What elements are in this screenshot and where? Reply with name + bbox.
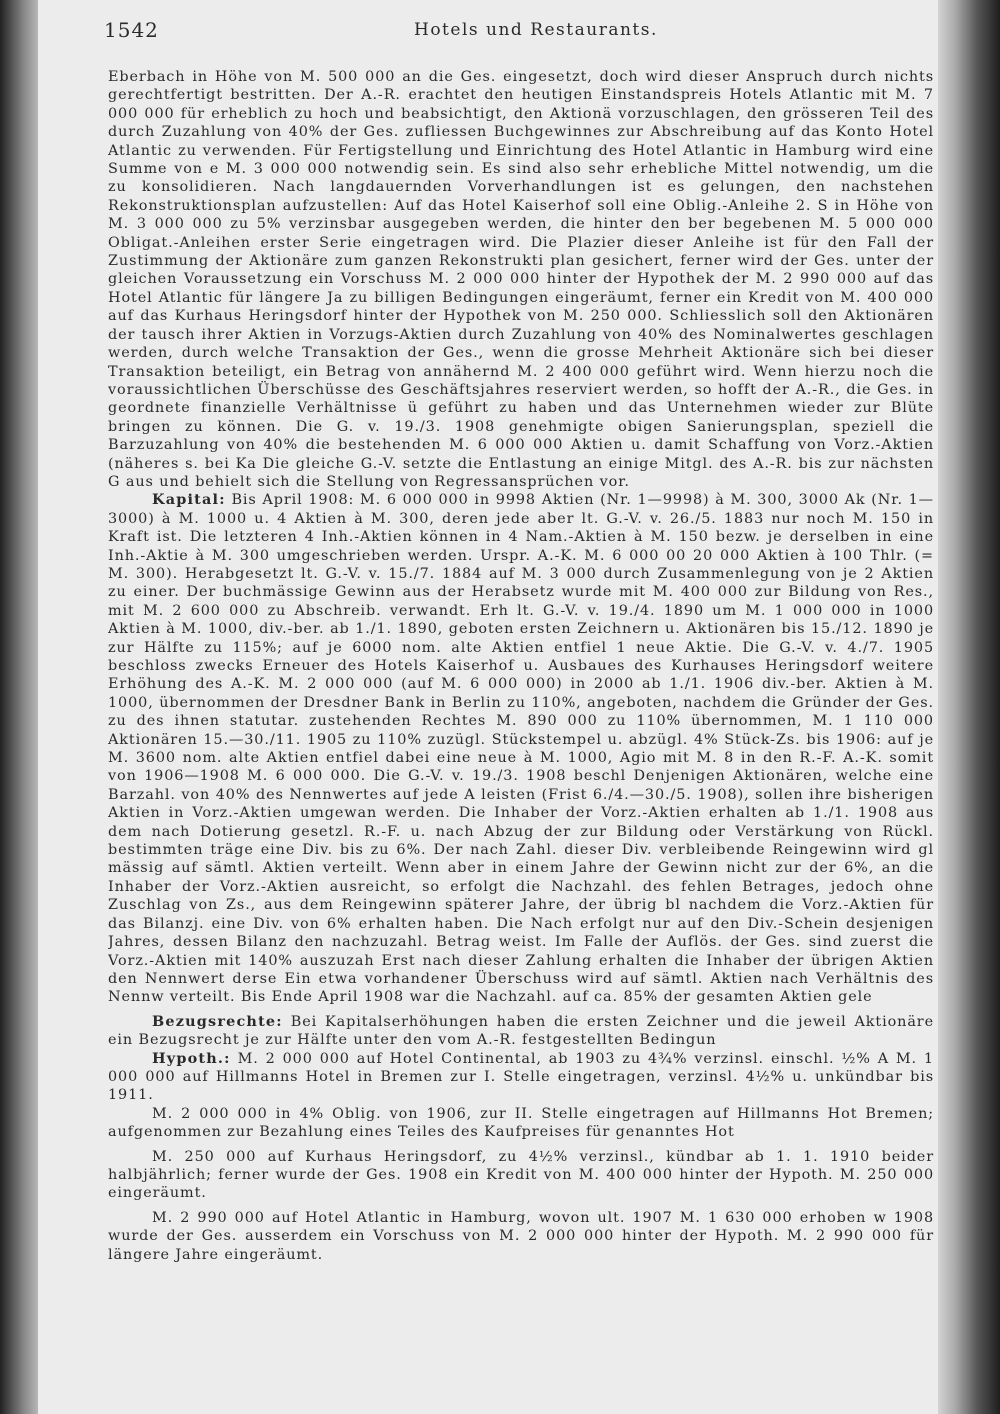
hypoth-text: M. 2 000 000 auf Hotel Continental, ab 1903 zu 4¾% verzinsl. einschl. ½% A M. 1 000 000 auf Hillmanns Hotel in Bremen zur I. Stelle eingetragen, verzinsl. 4½% u. unkündbar bis 1911.: [108, 1050, 934, 1104]
paragraph-hypothek-4: M. 2 990 000 auf Hotel Atlantic in Hamburg, wovon ult. 1907 M. 1 630 000 erhoben w 1908 wurde der Ges. ausserdem ein Vorschuss von M. 2 000 000 hinter der Hypoth. M. 2 990 000 für längere Jahre eingeräumt.: [108, 1209, 934, 1263]
paragraph-bezugsrechte: [108, 1013, 934, 1050]
page-number: 1542: [104, 18, 159, 42]
hypoth-label: Hypoth.:: [152, 1049, 231, 1067]
kapital-text: Bis April 1908: M. 6 000 000 in 9998 Aktien (Nr. 1—9998) à M. 300, 3000 Ak (Nr. 1—3000) à M. 1000 u. 4 Aktien à M. 300, deren jede aber lt. G.-V. v. 26./5. 1883 nur noch M. 150 in Kraft ist. Die letzteren 4 Inh.-Aktien können in 4 Nam.-Aktien à M. 150 bezw. je derselben in eine Inh.-Aktie à M. 300 umgeschrieben werden. Urspr. A.-K. M. 6 000 00 20 000 Aktien à 100 Thlr. (= M. 300). Herabgesetzt lt. G.-V. v. 15./7. 1884 auf M. 3 000 durch Zusammenlegung von je 2 Aktien zu einer. Der buchmässige Gewinn aus der Herabsetz wurde mit M. 400 000 zur Bildung von Res., mit M. 2 600 000 zu Abschreib. verwandt. Erh lt. G.-V. v. 19./4. 1890 um M. 1 000 000 in 1000 Aktien à M. 1000, div.-ber. ab 1./1. 1890, geboten ersten Zeichnern u. Aktionären bis 15./12. 1890 je zur Hälfte zu 115%; auf je 6000 nom. alte Aktien entfiel 1 neue Aktie. Die G.-V. v. 4./7. 1905 beschloss zwecks Erneuer des Hotels Kaiserhof u. Ausbaues des Kurhauses Heringsdorf weitere Erhöhung des A.-K. M. 2 000 000 (auf M. 6 000 000) in 2000 ab 1./1. 1906 div.-ber. Aktien à M. 1000, übernommen der Dresdner Bank in Berlin zu 110%, angeboten, nachdem die Gründer der Ges. zu des ihnen statutar. zustehenden Rechtes M. 890 000 zu 110% übernommen, M. 1 110 000 Aktionären 15.—30./11. 1905 zu 110% zuzügl. Stückstempel u. abzügl. 4% Stück-Zs. bis 1906: auf je M. 3600 nom. alte Aktien entfiel dabei eine neue à M. 1000, Agio mit M. 8 in den R.-F. A.-K. somit von 1906—1908 M. 6 000 000. Die G.-V. v. 19./3. 1908 beschl Denjenigen Aktionären, welche eine Barzahl. von 40% des Nennwertes auf jede A leisten (Frist 6./4.—30./5. 1908), sollen ihre bisherigen Aktien in Vorz.-Aktien umgewan werden. Die Inhaber der Vorz.-Aktien erhalten ab 1./1. 1908 aus dem nach Dotierung gesetzl. R.-F. u. nach Abzug der zur Bildung oder Verstärkung von Rückl. bestimmten träge eine Div. bis zu 6%. Der nach Zahl. dieser Div. verbleibende Reingewinn wird gl mässig auf sämtl. Aktien verteilt. Wenn aber in einem Jahre der Gewinn nicht zur der 6%, an die Inhaber der Vorz.-Aktien ausreicht, so erfolgt die Nachzahl. des fehlen Betrages, jedoch ohne Zuschlag von Zs., aus dem Reingewinn späterer Jahre, der übrig bl nachdem die Vorz.-Aktien für das Bilanzj. eine Div. von 6% erhalten haben. Die Nach erfolgt nur auf den Div.-Schein desjenigen Jahres, dessen Bilanz den nachzuzahl. Betrag weist. Im Falle der Auflös. der Ges. sind zuerst die Vorz.-Aktien mit 140% auszuzah Erst nach dieser Zahlung erhalten die Inhaber der übrigen Aktien den Nennwert derse Ein etwa vorhandener Überschuss wird auf sämtl. Aktien nach Verhältnis des Nennw verteilt. Bis Ende April 1908 war die Nachzahl. auf ca. 85% der gesamten Aktien gele: [108, 492, 934, 1006]
paragraph-hypothek-3: M. 250 000 auf Kurhaus Heringsdorf, zu 4½% verzinsl., kündbar ab 1. 1. 1910 beider halbjährlich; ferner wurde der Ges. 1908 ein Kredit von M. 400 000 hinter der Hypoth. M. 250 000 eingeräumt.: [108, 1148, 934, 1202]
bezugsrechte-label: Bezugsrechte:: [152, 1012, 283, 1030]
kapital-label: Kapital:: [152, 491, 226, 509]
paragraph-hypothek-2: M. 2 000 000 in 4% Oblig. von 1906, zur II. Stelle eingetragen auf Hillmanns Hot Bremen; aufgenommen zur Bezahlung eines Teiles des Kaufpreises für genanntes Hot: [108, 1105, 934, 1141]
scan-right-edge: [936, 0, 1000, 1414]
book-page: [38, 0, 938, 1414]
page-header: [104, 18, 938, 46]
page-body: [108, 68, 934, 1398]
bezugsrechte-text: Bei Kapitalserhöhungen haben die ersten Zeichner und die jeweil Aktionäre ein Bezugsrecht je zur Hälfte unter den vom A.-R. festgestellten Bedingun: [108, 1013, 934, 1049]
running-title: Hotels und Restaurants.: [414, 20, 658, 40]
paragraph-reconstruction: Eberbach in Höhe von M. 500 000 an die Ges. eingesetzt, doch wird dieser Anspruch durch nichts gerechtfertigt bestritten. Der A.-R. erachtet den heutigen Einstandspreis Hotels Atlantic mit M. 7 000 000 für erheblich zu hoch und beabsichtigt, den Aktionä vorzuschlagen, den grösseren Teil des durch Zuzahlung von 40% der Ges. zufliessen Buchgewinnes zur Abschreibung auf das Konto Hotel Atlantic zu verwenden. Für Fertigstellung und Einrichtung des Hotel Atlantic in Hamburg wird eine Summe von e M. 3 000 000 notwendig sein. Es sind also sehr erhebliche Mittel notwendig, um die zu konsolidieren. Nach langdauernden Vorverhandlungen ist es gelungen, den nachstehen Rekonstruktionsplan aufzustellen: Auf das Hotel Kaiserhof soll eine Oblig.-Anleihe 2. S in Höhe von M. 3 000 000 zu 5% verzinsbar ausgegeben werden, die hinter den ber begebenen M. 5 000 000 Obligat.-Anleihen erster Serie eingetragen wird. Die Plazier dieser Anleihe ist für den Fall der Zustimmung der Aktionäre zum ganzen Rekonstrukti plan gesichert, ferner wird der Ges. unter der gleichen Voraussetzung ein Vorschuss M. 2 000 000 hinter der Hypothek der M. 2 990 000 auf das Hotel Atlantic für längere Ja zu billigen Bedingungen eingeräumt, ferner ein Kredit von M. 400 000 auf das Kurhaus Heringsdorf hinter der Hypothek von M. 250 000. Schliesslich soll den Aktionären der tausch ihrer Aktien in Vorzugs-Aktien durch Zuzahlung von 40% des Nominalwertes geschlagen werden, durch welche Transaktion der Ges., wenn die grosse Mehrheit Aktionäre sich bei dieser Transaktion beteiligt, ein Betrag von annähernd M. 2 400 000 geführt wird. Wenn hierzu noch die voraussichtlichen Überschüsse des Geschäftsjahres reserviert werden, so hofft der A.-R., die Ges. in geordnete finanzielle Verhältnisse ü geführt zu haben und das Unternehmen wieder zur Blüte bringen zu können. Die G. v. 19./3. 1908 genehmigte obigen Sanierungsplan, speziell die Barzuzahlung von 40% die bestehenden M. 6 000 000 Aktien u. damit Schaffung von Vorz.-Aktien (näheres s. bei Ka Die gleiche G.-V. setzte die Entlastung an einige Mitgl. des A.-R. bis zur nächsten G aus und behielt sich die Stellung von Regressansprüchen vor.: [108, 69, 934, 490]
paragraph-hypotheken: [108, 1050, 934, 1105]
scan-left-edge: [0, 0, 40, 1414]
paragraph-kapital: [108, 491, 934, 1006]
